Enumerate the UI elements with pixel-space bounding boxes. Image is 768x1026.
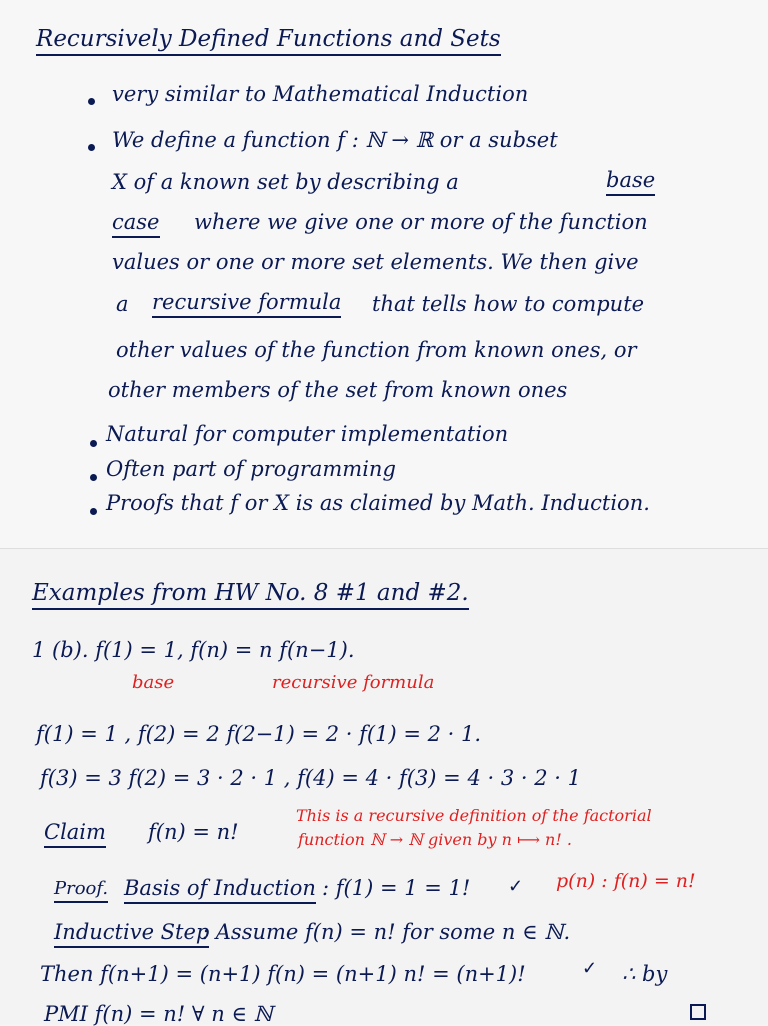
page-title: Recursively Defined Functions and Sets <box>36 26 501 56</box>
basis-expression: : f(1) = 1 = 1! <box>322 876 471 900</box>
bullet-dot <box>88 98 95 105</box>
check-icon: ✓ <box>508 876 524 897</box>
recursive-formula-label: recursive formula <box>272 672 435 693</box>
basis-label: Basis of Induction <box>124 876 316 904</box>
then-expression: Then f(n+1) = (n+1) f(n) = (n+1) n! = (n+1)! <box>40 962 526 986</box>
therefore-by: ∴ by <box>622 962 668 986</box>
inductive-step-label: Inductive Step <box>54 920 209 948</box>
bullet-dot <box>90 508 97 515</box>
conclusion-line: PMI f(n) = n! ∀ n ∈ ℕ <box>44 1002 273 1026</box>
bullet-dot <box>90 440 97 447</box>
bullet-2-line-7: other members of the set from known ones <box>108 378 568 402</box>
inductive-step-expression: : Assume f(n) = n! for some n ∈ ℕ. <box>202 920 571 944</box>
base-label: base <box>132 672 175 693</box>
claim-label: Claim <box>44 820 106 848</box>
proof-label: Proof. <box>54 878 108 903</box>
bullet-1-text: very similar to Mathematical Induction <box>112 82 529 106</box>
definition-line: 1 (b). f(1) = 1, f(n) = n f(n−1). <box>32 638 355 662</box>
examples-heading: Examples from HW No. 8 #1 and #2. <box>32 580 469 610</box>
check-icon: ✓ <box>582 958 598 979</box>
bullet-3-text: Natural for computer implementation <box>106 422 509 446</box>
bullet-2-line-1: We define a function f : ℕ → ℝ or a subset <box>112 128 558 152</box>
term-case: case <box>112 210 160 238</box>
bullet-2-line-5-a: a <box>116 292 129 316</box>
bullet-2-line-3: where we give one or more of the function <box>194 210 648 234</box>
bullet-2-line-4: values or one or more set elements. We then give <box>112 250 639 274</box>
computation-line-1: f(1) = 1 , f(2) = 2 f(2−1) = 2 · f(1) = 2 · 1. <box>36 722 482 746</box>
bullet-2-line-5-b: that tells how to compute <box>372 292 645 316</box>
bullet-2-line-6: other values of the function from known ones, or <box>116 338 637 362</box>
term-recursive-formula: recursive formula <box>152 290 341 318</box>
bullet-dot <box>90 474 97 481</box>
computation-line-2: f(3) = 3 f(2) = 3 · 2 · 1 , f(4) = 4 · f(3) = 4 · 3 · 2 · 1 <box>40 766 581 790</box>
bullet-dot <box>88 144 95 151</box>
qed-box-icon <box>690 1004 706 1020</box>
bullet-2-line-2: X of a known set by describing a <box>112 170 459 194</box>
claim-expression: f(n) = n! <box>148 820 239 844</box>
bullet-4-text: Often part of programming <box>106 457 396 481</box>
claim-note-line-1: This is a recursive definition of the factorial <box>296 806 652 825</box>
term-base: base <box>606 168 655 196</box>
claim-note-line-2: function ℕ → ℕ given by n ⟼ n! . <box>298 830 572 849</box>
bullet-5-text: Proofs that f or X is as claimed by Math. Induction. <box>106 491 650 515</box>
predicate-pn: p(n) : f(n) = n! <box>556 870 696 892</box>
